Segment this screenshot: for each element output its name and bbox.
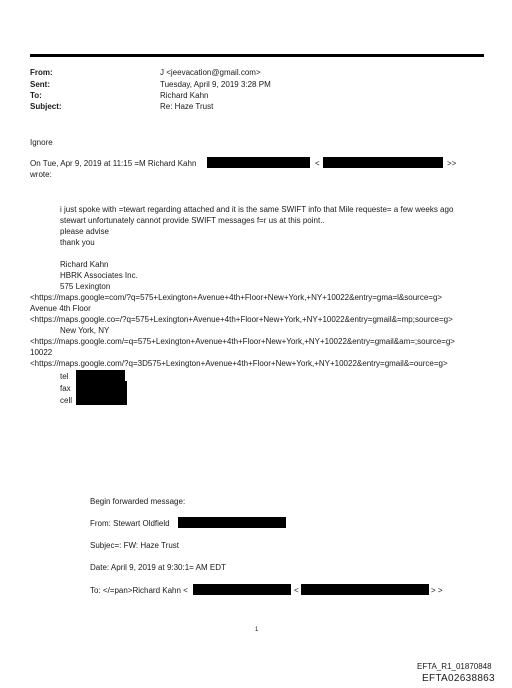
message-line: please advise (60, 227, 109, 236)
map-link[interactable]: <https://maps.google.co=/?q=575+Lexington+Avenue+4th+Floor+New+York,+NY+10022&entry=gmail&=mp;source=g> (30, 315, 453, 324)
forward-to-gt: > > (431, 586, 443, 595)
redaction-block (207, 157, 310, 168)
forward-intro: Begin forwarded message: (90, 497, 186, 506)
quote-intro-lt: < (315, 159, 320, 168)
fax-label: fax (60, 384, 71, 393)
subject-value: Re: Haze Trust (160, 102, 214, 111)
subject-label: Subject: (30, 102, 62, 111)
sent-value: Tuesday, April 9, 2019 3:28 PM (160, 80, 271, 89)
cell-label: cell (60, 396, 73, 405)
header-rule (30, 54, 484, 57)
message-line: stewart unfortunately cannot provide SWIFT messages f=r us at this point.. (60, 216, 325, 225)
forward-to: To: </=pan>Richard Kahn < (90, 586, 188, 595)
forward-date: Date: April 9, 2019 at 9:30:1= AM EDT (90, 563, 226, 572)
redaction-block (323, 157, 443, 168)
bates-number: EFTA02638863 (422, 673, 495, 684)
to-label: To: (30, 91, 42, 100)
to-value: Richard Kahn (160, 91, 209, 100)
from-label: From: (30, 68, 53, 77)
signature-address-line: 10022 (30, 348, 53, 357)
tel-label: tel (60, 372, 69, 381)
message-line: thank you (60, 238, 95, 247)
signature-address-line: Avenue 4th Floor (30, 304, 91, 313)
quote-intro: On Tue, Apr 9, 2019 at 11:15 =M Richard Kahn (30, 159, 197, 168)
forward-subject: Subjec=: FW: Haze Trust (90, 541, 179, 550)
redaction-block (301, 584, 429, 595)
signature-name: Richard Kahn (60, 260, 109, 269)
map-link[interactable]: <https://maps.google=com/?q=575+Lexington+Avenue+4th+Floor+New+York,+NY+10022&entry=gma=l&source=g> (30, 293, 443, 302)
signature-address-line: New York, NY (60, 326, 110, 335)
map-link[interactable]: <https://maps.google.com/?q=3D575+Lexington+Avenue+4th+Floor+New+York,+NY+10022&entry=gmail&=ource=g> (30, 359, 448, 368)
reply-text: Ignore (30, 138, 53, 147)
redaction-block (76, 392, 127, 405)
message-line: i just spoke with =tewart regarding attached and it is the same SWIFT info that Mile requeste= a few weeks ago (60, 205, 454, 214)
quote-intro-gt: >> (447, 159, 457, 168)
redaction-block (178, 517, 286, 528)
signature-company: HBRK Associates Inc. (60, 271, 138, 280)
page-number: 1 (255, 627, 259, 633)
signature-street: 575 Lexington (60, 282, 111, 291)
bates-number-small: EFTA_R1_01870848 (417, 662, 492, 671)
map-link[interactable]: <https://maps.google.com/=q=575+Lexington+Avenue+4th+Floor+New+York,+NY+10022&entry=gmail&am=;source=g> (30, 337, 455, 346)
forward-from: From: Stewart Oldfield (90, 519, 170, 528)
from-value: J <jeevacation@gmail.com> (160, 68, 261, 77)
redaction-block (193, 584, 291, 595)
forward-to-lt: < (294, 586, 299, 595)
sent-label: Sent: (30, 80, 50, 89)
quote-intro-wrote: wrote: (30, 170, 52, 179)
